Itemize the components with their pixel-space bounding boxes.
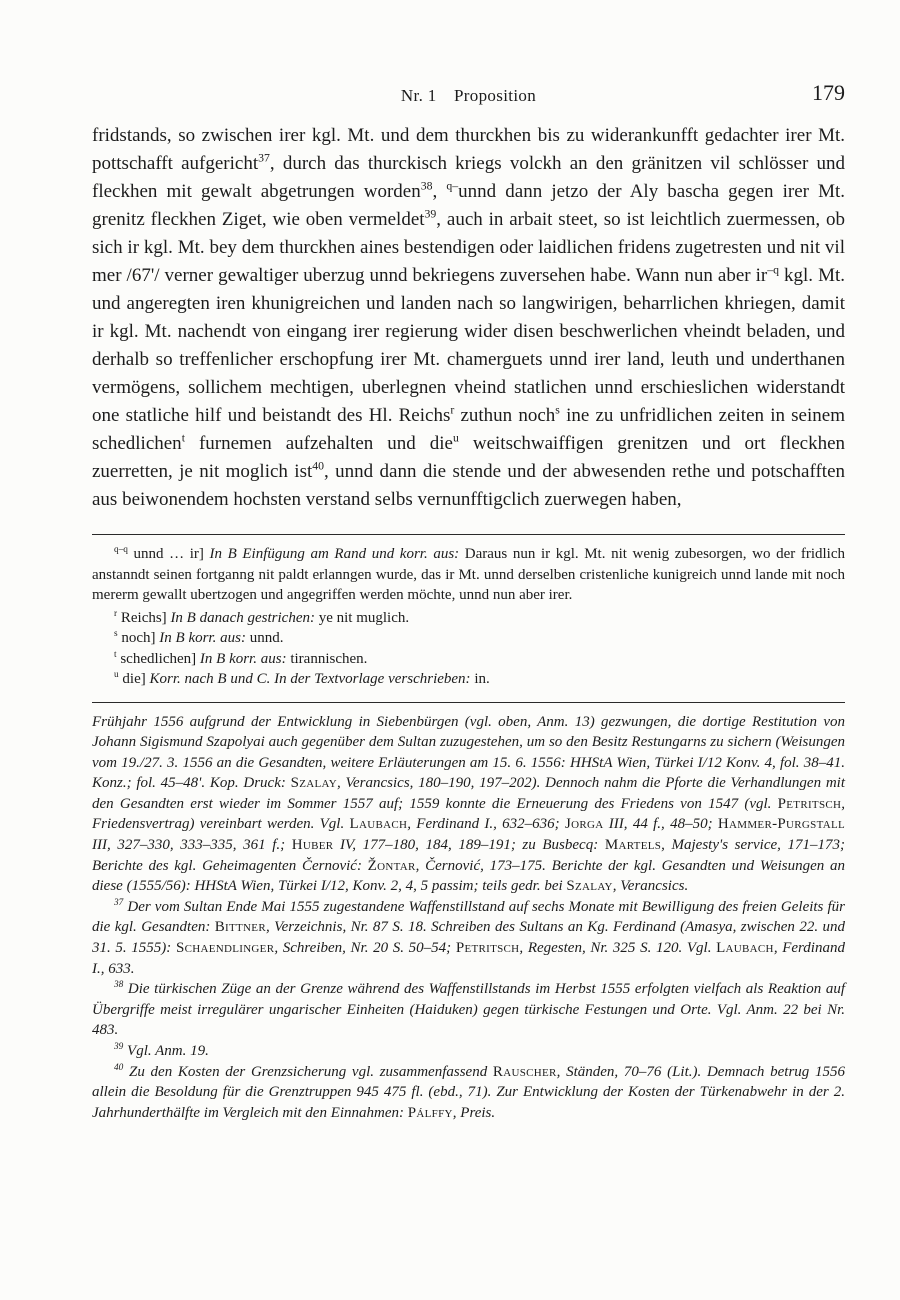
page-header xyxy=(92,80,845,112)
footnote-40: $^{40}$ Zu den Kosten der Grenzsicherung vgl. zusammenfassend Rauscher, Ständen, 70–76 (Lit.). Demnach betrug 1556 allein die Besoldung für die Grenztruppen 945 475 fl. (ebd., 71). Zur Entwicklung der Kosten der Türkenabwehr in der 2. Jahrhunderthälfte im Vergleich mit den Einnahmen: Pálffy, Preis. xyxy=(92,1062,845,1121)
critical-apparatus xyxy=(92,544,845,690)
apparatus-entry: $^s$ noch] In B korr. aus: unnd. xyxy=(114,629,284,646)
apparatus-entry: $^t$ schedlichen] In B korr. aus: tirannischen. xyxy=(114,649,368,667)
footnote-37: $^{37}$ Der vom Sultan Ende Mai 1555 zugestandene Waffenstillstand auf sechs Monate mit Bewilligung des freien Geleits für die kgl. Gesandten: Bittner, Verzeichnis, Nr. 87 S. 18. Schreiben des Sultans an Kg. Ferdinand (Amasya, zwischen 22. und 31. 5. 1555): Schaendlinger, Schreiben, Nr. 20 S. 50–54; Petritsch, Regesten, Nr. 325 S. 120. Vgl. Laubach, Ferdinand I., 633. xyxy=(92,897,845,977)
apparatus-divider xyxy=(92,534,845,535)
footnotes-section xyxy=(92,712,845,1124)
footnote-divider xyxy=(92,702,845,703)
apparatus-entry: $^r$ Reichs] In B danach gestrichen: ye nit muglich. xyxy=(114,608,410,626)
footnote-39: $^{39}$ Vgl. Anm. 19. xyxy=(114,1042,209,1059)
apparatus-entry: $^u$ die] Korr. nach B und C. In der Textvorlage verschrieben: in. xyxy=(114,670,490,687)
footnote-continuation: Frühjahr 1556 aufgrund der Entwicklung in Siebenbürgen (vgl. oben, Anm. 13) gezwungen, die dortige Restitution von Johann Sigismund Szapolyai auch gegenüber dem Sultan zuzugestehen, um so den Besitz Restungarns zu sichern (Weisungen vom 19./27. 3. 1556 an die Gesandten, weitere Erläuterungen am 15. 6. 1556: HHStA Wien, Türkei I/12 Konv. 4, fol. 38–41. Konz.; fol. 45–48'. Kop. Druck: Szalay, Verancsics, 180–190, 197–202). Dennoch nahm die Pforte die Verhandlungen mit den Gesandten erst wieder im Sommer 1557 auf; 1559 konnte die Erneuerung des Friedens von 1547 (vgl. Petritsch, Friedensvertrag) vereinbart werden. Vgl. Laubach, Ferdinand I., 632–636; Jorga III, 44 f., 48–50; Hammer-Purgstall III, 327–330, 333–335, 361 f.; Huber IV, 177–180, 184, 189–191; zu Busbecq: Martels, Majesty's service, 171–173; Berichte des kgl. Geheimagenten Černović: Žontar, Černović, 173–175. Berichte der kgl. Gesandten und Weisungen an diese (1555/56): HHStA Wien, Türkei I/12, Konv. 2, 4, 5 passim; teils gedr. bei Szalay, Verancsics. xyxy=(92,713,845,895)
page-number: 179 xyxy=(812,80,845,105)
main-text-paragraph: fridstands, so zwischen irer kgl. Mt. und dem thurckhen bis zu widerankunfft gedachter irer Mt. pottschafft aufgericht$^{37}$, durch das thurckisch kriegs volckh an den gränitzen vil schlösser und fleckhen mit gewalt abgetrungen worden$^{38}$, $^{q-}$unnd dann jetzo der Aly bascha gegen irer Mt. grenitz fleckhen Ziget, wie oben vermeldet$^{39}$, auch in arbait steet, so ist leichtlich zuermessen, ob sich ir kgl. Mt. bey dem thurckhen aines bestendigen oder laidlichen fridens zugetresten und nit vil mer /67'/ verner gewaltiger uberzug unnd bekriegens zuversehen habe. Wann nun aber $ir^{-q}$ kgl. Mt. und angeregten iren khunigreichen und landen nach so langwirigen, beharrlichen khriegen, damit ir kgl. Mt. nachendt von eingang irer regierung wider disen beschwerlichen vheindt beladen, und derhalb so treffenlicher erschopfung irer Mt. chamerguets unnd irer land, leuth und underthanen vermögens, sollichem mechtigen, uberlegnen vheind statlichen unnd erschieslichen widerstandt one statliche hilf und beistandt des Hl. Reichs$^r$ zuthun noch$^s$ ine zu unfridlichen zeiten in seinem schedlichen$^t$ furnemen aufzehalten und die$^u$ weitschwaiffigen grenitzen und ort fleckhen zuerretten, je nit moglich ist$^{40}$, unnd dann die stende und der abwesenden rethe und potschafften aus beiwonendem hochsten verstand selbs vernunfftigclich zuerwegen haben, xyxy=(92,125,846,510)
running-title: Nr. 1 Proposition xyxy=(400,86,537,105)
apparatus-entry: $^{q-q}$ unnd … ir] In B Einfügung am Rand und korr. aus: Daraus nun ir kgl. Mt. nit wenig zubesorgen, wo der fridlich anstanndt seinen fortganng nit paldt erlanngen wurde, das ir Mt. unnd derselben cristenliche kunigreich unnd lande mit noch mererm gewallt ubertzogen und angegriffen werden möchte, unnd nun aber irer. xyxy=(92,545,846,603)
footnote-38: $^{38}$ Die türkischen Züge an der Grenze während des Waffenstillstands im Herbst 1555 erfolgten vielfach als Reaktion auf Übergriffe meist irregulärer ungarischer Einheiten (Haiduken) gegen türkische Festungen und Orte. Vgl. Anm. 22 bei Nr. 483. xyxy=(92,980,845,1039)
